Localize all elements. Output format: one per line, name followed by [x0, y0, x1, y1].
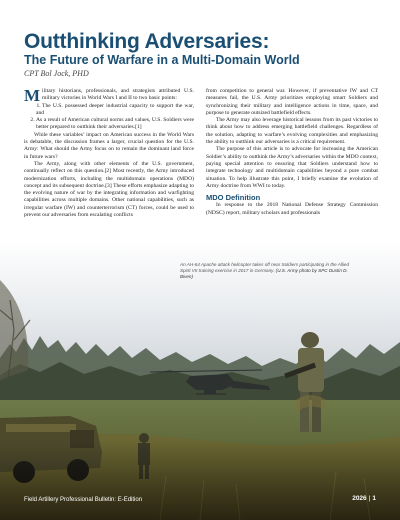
body-column-right — [206, 88, 378, 217]
list-item: 1. The U.S. possessed deeper industrial capacity to support the war, and — [36, 103, 194, 118]
article-byline: CPT Bol Jock, PHD — [24, 69, 89, 78]
article-title: Outthinking Adversaries: — [24, 30, 270, 53]
numbered-list — [24, 103, 194, 132]
paragraph: The purpose of this article is to advocate for increasing the American Soldier’s ability to outthink the Army’s adversaries within the MDO context, paying special attention to ensuring that Soldiers understand how to integrate technology and multidomain capabilities beyond a pure combat situation. To help illustrate this point, I briefly examine the evolution of Army doctrine from WWI to today. — [206, 146, 378, 189]
article-photo — [0, 240, 400, 520]
page-number — [352, 495, 376, 502]
publication-name: Field Artillery Professional Bulletin: E-Edition — [24, 497, 143, 503]
footer-separator: | — [368, 495, 371, 502]
photo-caption — [180, 262, 360, 280]
paragraph: from competition to general war. However, if preventative IW and CT measures fail, the U.S. Army prioritizes employing smart Soldiers and synchronizing their military and intelligence actions in time, space, and purpose to generate outsized battlefield effects. — [206, 88, 378, 116]
issue-year: 2026 — [352, 495, 367, 502]
article-subtitle: The Future of Warfare in a Multi-Domain World — [24, 53, 300, 67]
body-column-left — [24, 88, 194, 219]
paragraph: The Army, along with other elements of the U.S. government, continually reflect on this question.[2] Most recently, the Army introduced modernization efforts, including the multidomain operations (MDO) concept and its subsequent doctrine.[3] These efforts emphasize adapting to the evolving nature of war by the integrating information and warfighting capabilities across multiple domains. Other national capabilities, such as irregular warfare (IW) and counterterrorism (CT) forces, could be used to prevent our adversaries from escalating conflicts — [24, 160, 194, 219]
paragraph: While these variables’ impact on American success in the World Wars is debatable, the discussion frames a larger, crucial question for the U.S. Army: What should the Army focus on to remain the dominant land force in future wars? — [24, 131, 194, 160]
photo-credit: (U.S. Army photo by SPC Dustin D. Biven) — [180, 268, 348, 279]
section-heading: MDO Definition — [206, 193, 261, 203]
drop-cap: M — [24, 86, 41, 105]
caption-text: An AH-64 Apache attack helicopter takes off near Soldiers participating in the Allied Spirit VII training exercise in 2017 in Germany. — [180, 262, 350, 273]
paragraph: In response to the 2018 National Defense Strategy Commission (NDSC) report, military scholars and professionals — [206, 202, 378, 216]
page-num: 1 — [372, 495, 376, 502]
paragraph — [24, 88, 194, 103]
paragraph: The Army may also leverage historical lessons from its past victories to think about how to address emerging battlefield challenges. Regardless of the solution, adapting to warfare’s evolving complexities and emphasizing the ability to outthink our adversaries is a critical requirement. — [206, 117, 378, 146]
paragraph-text: ilitary historians, professionals, and strategists attributed U.S. military victories in World Wars I and II to two basic points: — [42, 88, 194, 102]
list-item: 2. As a result of American cultural norms and values, U.S. Soldiers were better prepared to outthink their adversaries.[1] — [36, 117, 194, 132]
